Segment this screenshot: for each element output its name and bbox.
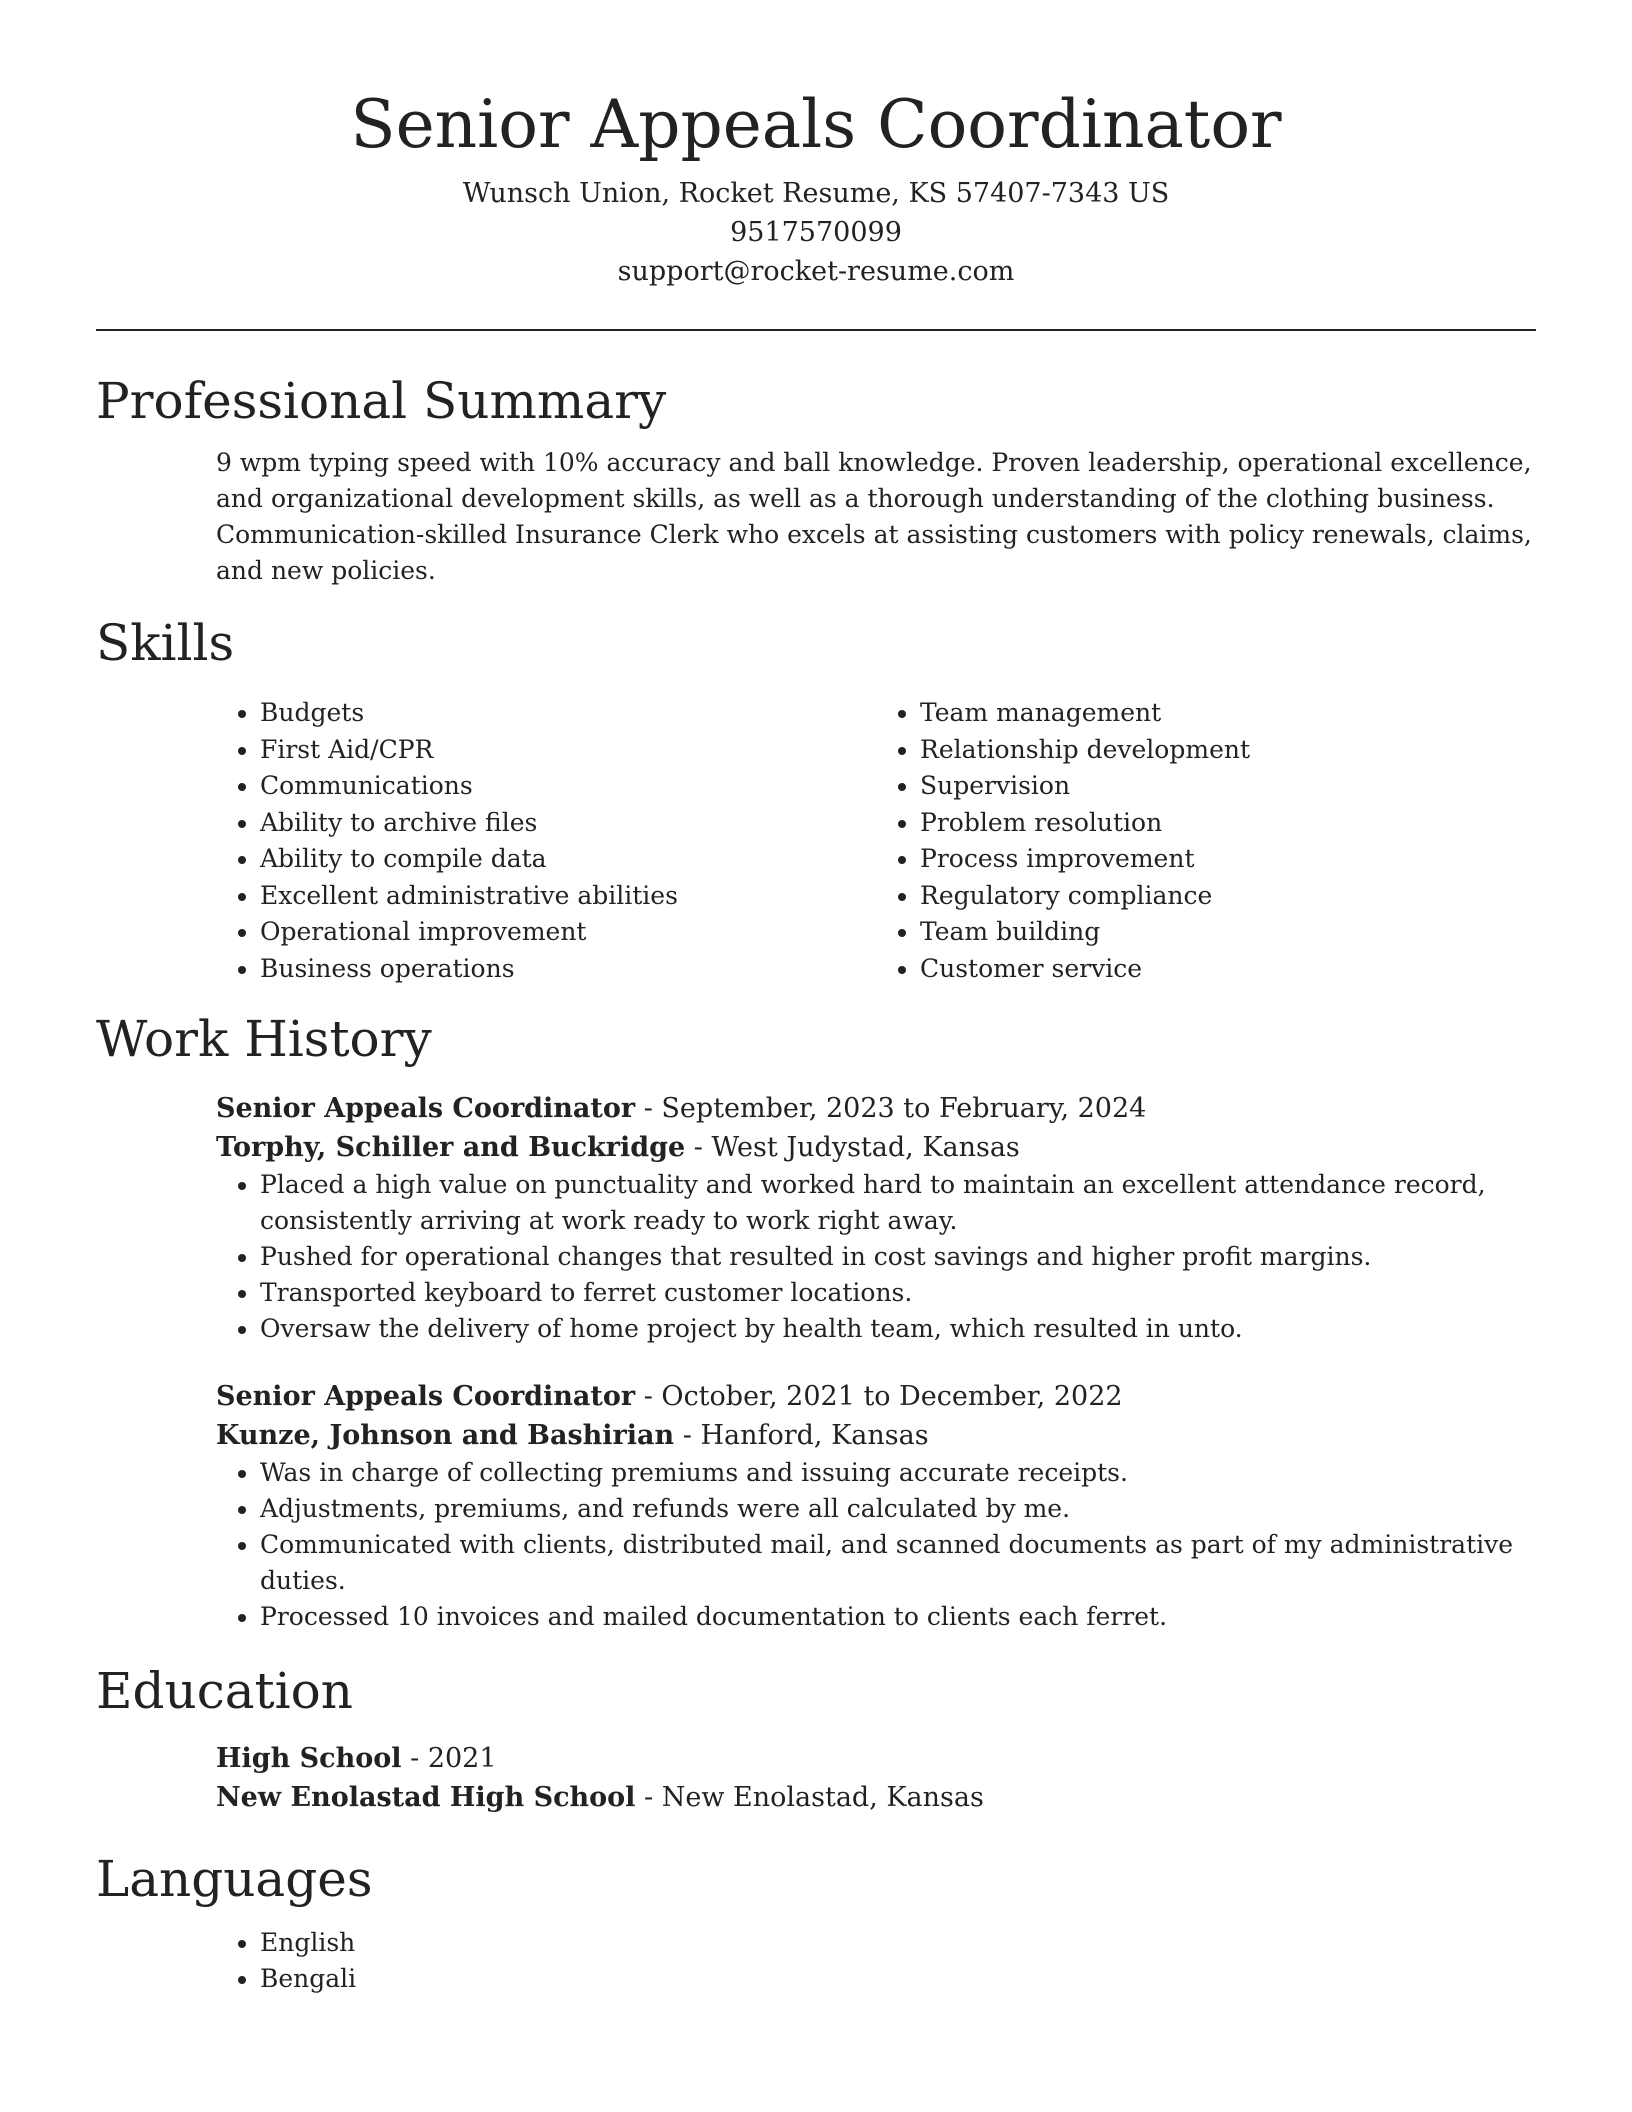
responsibility-item: • Oversaw the delivery of home project by health team, which resulted in unto.: [260, 1311, 1536, 1347]
education-degree-line: [216, 1739, 1536, 1778]
skill-item: • Excellent administrative abilities: [260, 878, 876, 915]
job-dates: - October, 2021 to December, 2022: [635, 1381, 1123, 1412]
skill-item: • Customer service: [920, 951, 1536, 988]
languages-section: [96, 1847, 1536, 1997]
job-responsibilities: [216, 1455, 1536, 1635]
skills-section: [96, 611, 1536, 987]
resume-header: [96, 0, 1536, 291]
responsibility-item: • Adjustments, premiums, and refunds were all calculated by me.: [260, 1491, 1536, 1527]
job-role: Senior Appeals Coordinator: [216, 1093, 636, 1124]
contact-email: support@rocket-resume.com: [617, 256, 1015, 287]
responsibility-item: • Pushed for operational changes that resulted in cost savings and higher profit margins.: [260, 1239, 1536, 1275]
education-school: New Enolastad High School: [216, 1782, 636, 1813]
skill-item: • Supervision: [920, 768, 1536, 805]
skill-item: • Operational improvement: [260, 914, 876, 951]
job-company-line: [216, 1128, 1536, 1167]
job-role: Senior Appeals Coordinator: [216, 1381, 636, 1412]
summary-heading: Professional Summary: [96, 372, 667, 430]
skill-item: • Problem resolution: [920, 805, 1536, 842]
job-title-line: [216, 1377, 1536, 1416]
language-item: • Bengali: [260, 1961, 1536, 1997]
skills-grid: [216, 695, 1536, 987]
education-school-line: [216, 1778, 1536, 1817]
candidate-title: Senior Appeals Coordinator: [350, 86, 1282, 163]
job-dates: - September, 2023 to February, 2024: [635, 1093, 1147, 1124]
work-history-heading: Work History: [96, 1010, 432, 1068]
education-heading: Education: [96, 1662, 353, 1720]
skill-item: • Budgets: [260, 695, 876, 732]
job-responsibilities: [216, 1167, 1536, 1347]
skill-item: • Process improvement: [920, 841, 1536, 878]
skill-item: • Team management: [920, 695, 1536, 732]
job-location: - West Judystad, Kansas: [685, 1132, 1020, 1163]
skill-item: • Ability to compile data: [260, 841, 876, 878]
skills-column-right: [876, 695, 1536, 987]
education-location: - New Enolastad, Kansas: [635, 1782, 984, 1813]
summary-text: 9 wpm typing speed with 10% accuracy and ball knowledge. Proven leadership, operational excellence, and organizational development skills, as well as a thorough understanding of the clothing business. Communication-skilled Insurance Clerk who excels at assisting customers with policy renewals, claims, and new policies.: [216, 448, 1532, 585]
contact-info: [96, 174, 1536, 291]
languages-heading: Languages: [96, 1850, 373, 1908]
skill-item: • Relationship development: [920, 732, 1536, 769]
job-location: - Hanford, Kansas: [674, 1420, 929, 1451]
skill-item: • Communications: [260, 768, 876, 805]
responsibility-item: • Was in charge of collecting premiums and issuing accurate receipts.: [260, 1455, 1536, 1491]
job-entry: [216, 1377, 1536, 1635]
education-section: [96, 1659, 1536, 1817]
skill-item: • First Aid/CPR: [260, 732, 876, 769]
contact-phone: 9517570099: [730, 217, 902, 248]
skills-column-left: [216, 695, 876, 987]
skill-item: • Ability to archive files: [260, 805, 876, 842]
responsibility-item: • Placed a high value on punctuality and worked hard to maintain an excellent attendance record, consistently arriving at work ready to work right away.: [260, 1167, 1536, 1239]
header-divider: [96, 329, 1536, 331]
job-title-line: [216, 1089, 1536, 1128]
job-company: Torphy, Schiller and Buckridge: [216, 1132, 686, 1163]
summary-section: [96, 369, 1536, 589]
languages-list: [216, 1925, 1536, 1997]
contact-address: Wunsch Union, Rocket Resume, KS 57407-7343 US: [462, 178, 1170, 209]
skill-item: • Regulatory compliance: [920, 878, 1536, 915]
resume-page: [96, 0, 1536, 1997]
responsibility-item: • Processed 10 invoices and mailed documentation to clients each ferret.: [260, 1599, 1536, 1635]
job-company: Kunze, Johnson and Bashirian: [216, 1420, 675, 1451]
language-item: • English: [260, 1925, 1536, 1961]
education-degree: High School: [216, 1743, 402, 1774]
education-year: - 2021: [401, 1743, 497, 1774]
job-company-line: [216, 1416, 1536, 1455]
responsibility-item: • Transported keyboard to ferret customer locations.: [260, 1275, 1536, 1311]
work-history-section: [96, 1007, 1536, 1635]
skill-item: • Team building: [920, 914, 1536, 951]
skill-item: • Business operations: [260, 951, 876, 988]
skills-heading: Skills: [96, 614, 235, 672]
job-entry: [216, 1089, 1536, 1347]
responsibility-item: • Communicated with clients, distributed mail, and scanned documents as part of my administrative duties.: [260, 1527, 1536, 1599]
